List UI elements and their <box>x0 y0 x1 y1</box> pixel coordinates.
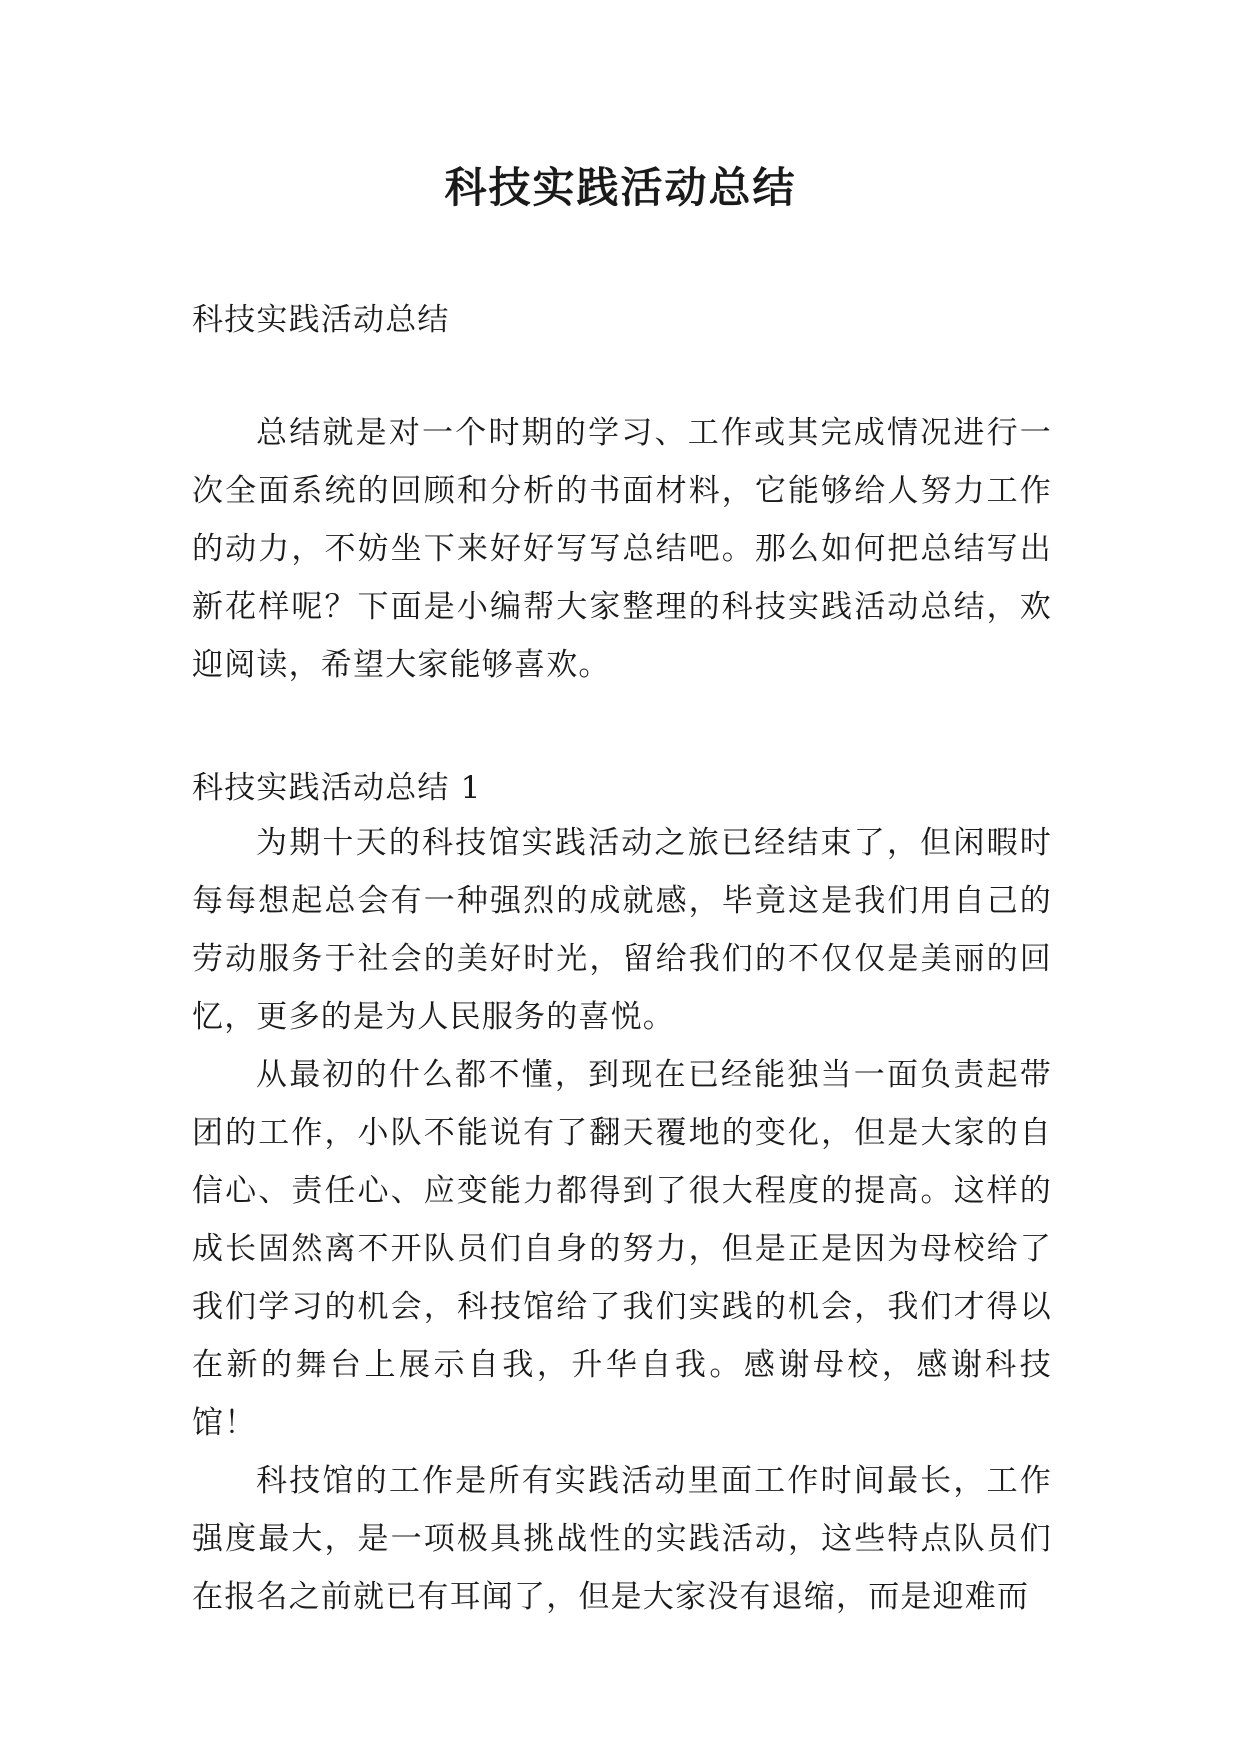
body-paragraph-3: 科技馆的工作是所有实践活动里面工作时间最长，工作强度最大，是一项极具挑战性的实践活动，这些特点队员们在报名之前就已有耳闻了，但是大家没有退缩，而是迎难而 <box>192 1463 1052 1615</box>
section-body <box>192 814 1052 1626</box>
document-subtitle: 科技实践活动总结 <box>192 302 450 338</box>
intro-paragraph: 总结就是对一个时期的学习、工作或其完成情况进行一次全面系统的回顾和分析的书面材料，它能够给人努力工作的动力，不妨坐下来好好写写总结吧。那么如何把总结写出新花样呢？下面是小编帮大家整理的科技实践活动总结，欢迎阅读，希望大家能够喜欢。 <box>192 415 1052 683</box>
document-title: 科技实践活动总结 <box>444 163 797 212</box>
section-heading: 科技实践活动总结 1 <box>192 770 482 806</box>
body-paragraph-2: 从最初的什么都不懂，到现在已经能独当一面负责起带团的工作，小队不能说有了翻天覆地的变化，但是大家的自信心、责任心、应变能力都得到了很大程度的提高。这样的成长固然离不开队员们自身的努力，但是正是因为母校给了我们学习的机会，科技馆给了我们实践的机会，我们才得以在新的舞台上展示自我，升华自我。感谢母校，感谢科技馆！ <box>192 1057 1052 1441</box>
body-paragraph-1: 为期十天的科技馆实践活动之旅已经结束了，但闲暇时每每想起总会有一种强烈的成就感，毕竟这是我们用自己的劳动服务于社会的美好时光，留给我们的不仅仅是美丽的回忆，更多的是为人民服务的喜悦。 <box>192 825 1052 1035</box>
